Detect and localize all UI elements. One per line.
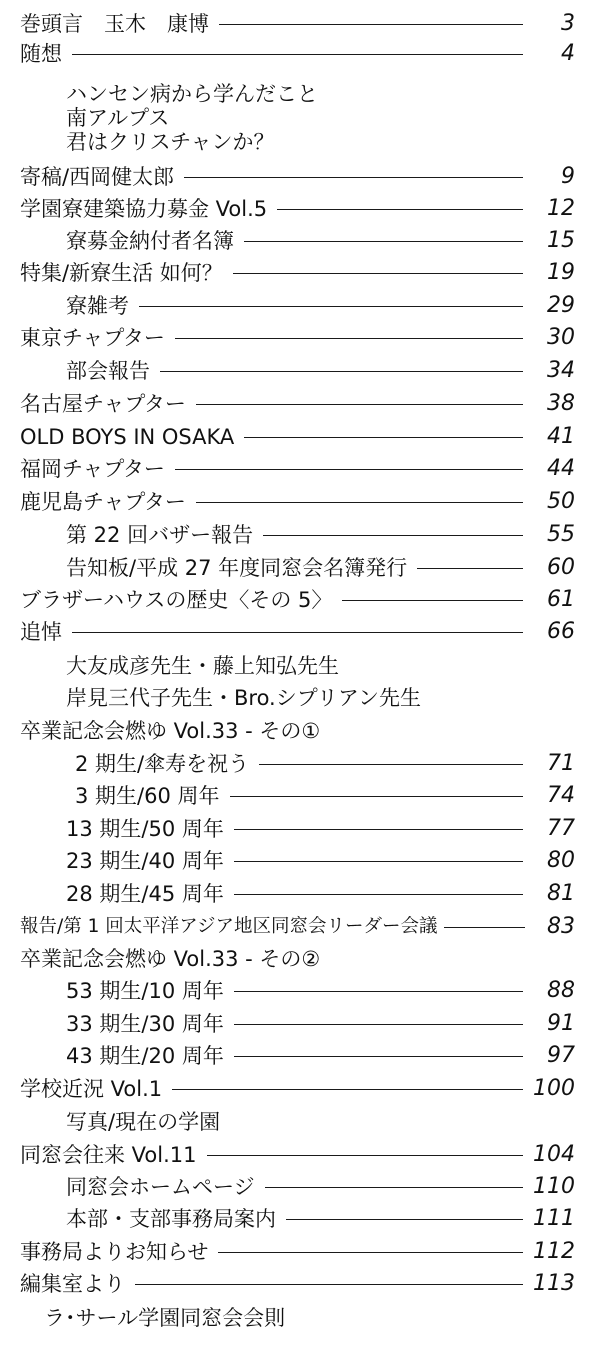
toc-entry — [0, 191, 591, 227]
toc-page-number: 44 — [547, 456, 575, 481]
toc-entry — [0, 876, 591, 912]
toc-page-number: 74 — [547, 783, 575, 808]
toc-entry-title: 本部・支部事務局案内 — [66, 1206, 276, 1231]
toc-entry — [0, 614, 591, 650]
leader-line — [234, 829, 523, 830]
toc-page-number: 80 — [547, 848, 575, 873]
leader-line — [139, 306, 523, 307]
toc-entry — [0, 288, 591, 324]
toc-entry-title: 33 期生/30 周年 — [66, 1011, 224, 1036]
leader-line — [72, 632, 523, 633]
toc-page-number: 61 — [547, 587, 575, 612]
toc-entry — [0, 124, 591, 160]
toc-entry-title: 編集室より — [20, 1271, 125, 1296]
toc-entry-title: 大友成彦先生・藤上知弘先生 — [66, 653, 339, 678]
toc-entry-title: 53 期生/10 周年 — [66, 978, 224, 1003]
toc-entry-title: 寮募金納付者名簿 — [66, 228, 234, 253]
toc-entry-title: 同窓会ホームページ — [66, 1174, 255, 1199]
toc-entry — [0, 1071, 591, 1107]
toc-entry — [0, 909, 591, 945]
toc-page-number: 88 — [547, 978, 575, 1003]
toc-entry-title: 3 期生/60 周年 — [75, 783, 220, 808]
toc-entry — [0, 811, 591, 847]
toc-page-number: 83 — [547, 914, 575, 939]
toc-page-number: 113 — [533, 1271, 575, 1296]
toc-page-number: 71 — [547, 751, 575, 776]
toc-entry-title: 東京チャプター — [20, 325, 165, 350]
leader-line — [234, 1056, 523, 1057]
toc-entry — [0, 1038, 591, 1074]
toc-entry-title: 学校近況 Vol.1 — [20, 1076, 163, 1101]
toc-entry — [0, 648, 591, 684]
toc-page-number: 97 — [547, 1043, 575, 1068]
toc-entry — [0, 1104, 591, 1140]
toc-entry — [0, 484, 591, 520]
toc-entry — [0, 1006, 591, 1042]
toc-page-number: 19 — [547, 260, 575, 285]
leader-line — [234, 1024, 523, 1025]
toc-entry-title: 寄稿/西岡健太郎 — [20, 164, 175, 189]
toc-entry-title: 福岡チャプター — [20, 456, 165, 481]
toc-entry-title: 告知板/平成 27 年度同窓会名簿発行 — [66, 555, 408, 580]
leader-line — [196, 404, 523, 405]
toc-entry — [0, 386, 591, 422]
toc-page-number: 50 — [547, 489, 575, 514]
toc-entry-title: 君はクリスチャンか？ — [66, 129, 275, 154]
leader-line — [135, 1284, 523, 1285]
toc-entry — [0, 1137, 591, 1173]
toc-page-number: 111 — [533, 1206, 575, 1231]
toc-entry — [0, 973, 591, 1009]
toc-entry-title: 卒業記念会燃ゆ Vol.33 - その② — [20, 946, 321, 971]
leader-line — [234, 991, 523, 992]
leader-line — [175, 469, 523, 470]
leader-line — [286, 1219, 523, 1220]
toc-entry-title: 43 期生/20 周年 — [66, 1043, 224, 1068]
toc-entry-title: 2 期生/傘寿を祝う — [75, 751, 250, 776]
leader-line — [265, 1187, 523, 1188]
toc-entry — [0, 320, 591, 356]
leader-line — [218, 1252, 523, 1253]
leader-line — [219, 24, 523, 25]
toc-entry-title: 部会報告 — [66, 358, 150, 383]
toc-entry — [0, 843, 591, 879]
leader-line — [184, 177, 523, 178]
leader-line — [244, 241, 523, 242]
leader-line — [207, 1155, 524, 1156]
toc-entry-title: 特集/新寮生活 如何？ — [20, 260, 223, 285]
toc-page-number: 29 — [547, 293, 575, 318]
toc-page-number: 55 — [547, 522, 575, 547]
toc-page-number: 38 — [547, 391, 575, 416]
toc-entry — [0, 1201, 591, 1237]
toc-entry-title: 南アルプス — [66, 105, 170, 130]
toc-entry — [0, 1234, 591, 1270]
toc-page-number: 9 — [561, 164, 575, 189]
leader-line — [234, 894, 523, 895]
toc-entry-title: 寮雑考 — [66, 293, 129, 318]
leader-line — [342, 600, 523, 601]
toc-entry-title: 第 22 回バザー報告 — [66, 522, 254, 547]
toc-entry — [0, 419, 591, 455]
toc-page-number: 15 — [547, 228, 575, 253]
toc-entry — [0, 451, 591, 487]
toc-entry-title: ブラザーハウスの歴史〈その 5〉 — [20, 587, 333, 612]
toc-entry-title: 写真/現在の学園 — [66, 1109, 221, 1134]
toc-entry — [0, 1266, 591, 1302]
toc-entry — [0, 941, 591, 977]
toc-page-number: 4 — [561, 41, 575, 66]
toc-entry — [0, 517, 591, 553]
leader-line — [233, 273, 523, 274]
toc-entry — [0, 582, 591, 618]
leader-line — [175, 338, 523, 339]
toc-entry-title: ラ･サール学園同窓会会則 — [44, 1305, 286, 1330]
toc-page-number: 100 — [533, 1076, 575, 1101]
toc-entry — [0, 1169, 591, 1205]
toc-entry-title: 事務局よりお知らせ — [20, 1239, 209, 1264]
toc-entry — [0, 159, 591, 195]
toc-entry-title: 随想 — [20, 41, 62, 66]
leader-line — [196, 502, 523, 503]
toc-entry — [0, 223, 591, 259]
toc-entry-title: 巻頭言 玉木 康博 — [20, 11, 209, 36]
toc-entry — [0, 680, 591, 716]
toc-entry — [0, 1300, 591, 1336]
toc-entry — [0, 713, 591, 749]
toc-page-number: 110 — [533, 1174, 575, 1199]
toc-page-number: 60 — [547, 555, 575, 580]
toc-entry-title: 追悼 — [20, 619, 62, 644]
toc-entry-title: OLD BOYS IN OSAKA — [20, 424, 235, 449]
toc-entry-title: 岸見三代子先生・Bro.シプリアン先生 — [66, 685, 422, 710]
toc-page-number: 104 — [533, 1142, 575, 1167]
leader-line — [244, 437, 523, 438]
toc-page-number: 41 — [547, 424, 575, 449]
leader-line — [277, 209, 523, 210]
toc-entry — [0, 746, 591, 782]
toc-page-number: 112 — [533, 1239, 575, 1264]
toc-entry-title: ハンセン病から学んだこと — [66, 81, 318, 106]
toc-page-number: 66 — [547, 619, 575, 644]
toc-entry-title: 鹿児島チャプター — [20, 489, 186, 514]
toc-page-number: 3 — [561, 11, 575, 36]
toc-entry — [0, 36, 591, 72]
toc-page-number: 77 — [547, 816, 575, 841]
leader-line — [259, 764, 523, 765]
toc-page-number: 34 — [547, 358, 575, 383]
leader-line — [160, 371, 523, 372]
toc-page-number: 30 — [547, 325, 575, 350]
leader-line — [444, 927, 525, 928]
leader-line — [172, 1089, 523, 1090]
toc-page-number: 91 — [547, 1011, 575, 1036]
toc-entry-title: 名古屋チャプター — [20, 391, 186, 416]
toc-entry-title: 28 期生/45 周年 — [66, 881, 224, 906]
toc-page-number: 81 — [547, 881, 575, 906]
leader-line — [230, 796, 523, 797]
leader-line — [263, 535, 523, 536]
toc-page-number: 12 — [547, 196, 575, 221]
leader-line — [234, 861, 523, 862]
toc-entry-title: 23 期生/40 周年 — [66, 848, 224, 873]
toc-entry-title: 学園寮建築協力募金 Vol.5 — [20, 196, 268, 221]
toc-entry — [0, 353, 591, 389]
toc-entry-title: 卒業記念会燃ゆ Vol.33 - その① — [20, 718, 321, 743]
toc-entry — [0, 550, 591, 586]
toc-entry-title: 13 期生/50 周年 — [66, 816, 224, 841]
toc-entry-title: 報告/第 1 回太平洋アジア地区同窓会リーダー会議 — [20, 915, 438, 937]
toc-entry — [0, 778, 591, 814]
toc-entry-title: 同窓会往来 Vol.11 — [20, 1142, 197, 1167]
leader-line — [72, 54, 523, 55]
toc-entry — [0, 255, 591, 291]
leader-line — [417, 568, 523, 569]
